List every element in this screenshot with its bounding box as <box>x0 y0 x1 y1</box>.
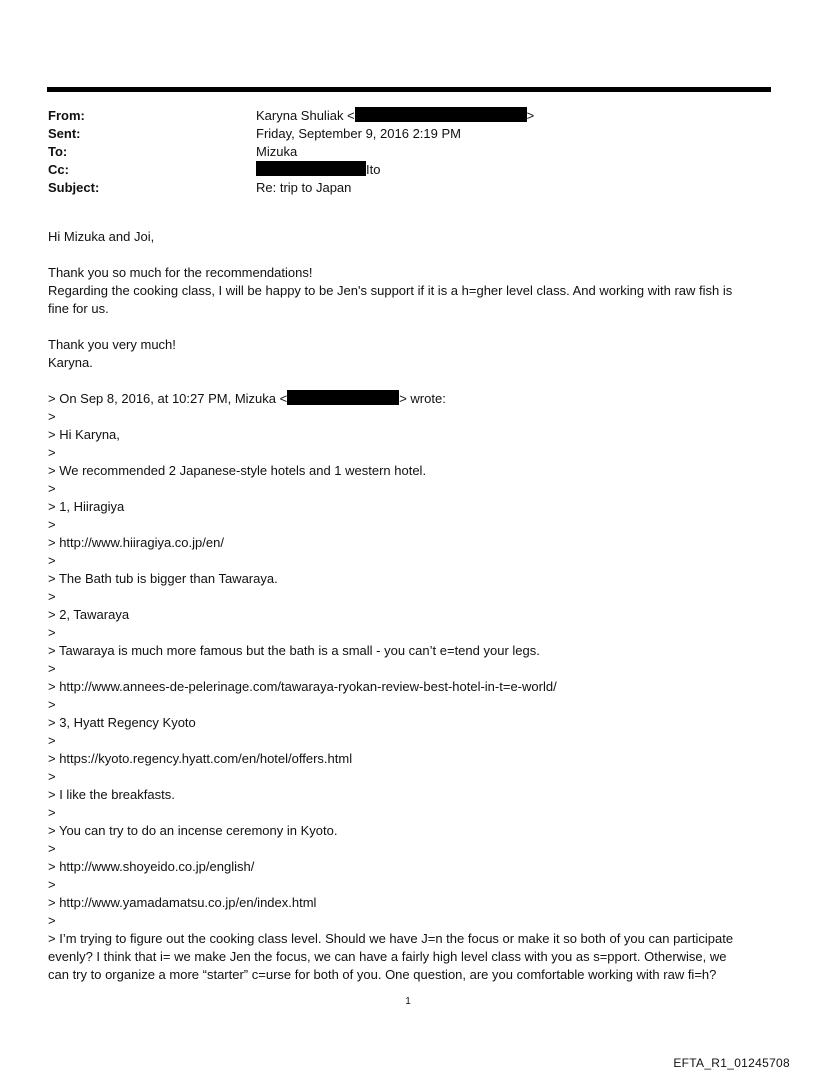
from-suffix: > <box>526 108 535 123</box>
quoted-line: > <box>48 589 56 604</box>
cc-suffix: Ito <box>366 162 381 177</box>
paragraph-line: Regarding the cooking class, I will be happy to be Jen's support if it is a h=gher level class. And working with raw fish is <box>48 283 733 298</box>
quoted-line: > You can try to do an incense ceremony in Kyoto. <box>48 823 338 838</box>
quoted-line: > 1, Hiiragiya <box>48 499 125 514</box>
quoted-line: > <box>48 553 56 568</box>
quote-header <box>48 390 768 408</box>
to-label: To: <box>48 144 68 159</box>
quoted-line: can try to organize a more “starter” c=urse for both of you. One question, are you comfortable working with raw fi=h? <box>48 967 717 982</box>
quoted-line: > Hi Karyna, <box>48 427 120 442</box>
quoted-line: > <box>48 733 56 748</box>
from-label: From: <box>48 108 85 123</box>
quoted-line: > The Bath tub is bigger than Tawaraya. <box>48 571 278 586</box>
blank-line <box>48 318 768 336</box>
quoted-line: > <box>48 661 56 676</box>
from-name: Karyna Shuliak < <box>256 108 355 123</box>
quoted-line: > <box>48 913 56 928</box>
cc-label: Cc: <box>48 162 69 177</box>
quoted-line: > <box>48 877 56 892</box>
from-value <box>256 107 534 125</box>
quote-header-prefix: > On Sep 8, 2016, at 10:27 PM, Mizuka < <box>48 391 288 406</box>
redaction-box <box>355 107 527 122</box>
cc-value <box>256 161 380 179</box>
blank-line <box>48 246 768 264</box>
paragraph-line: fine for us. <box>48 301 109 316</box>
quoted-line: > http://www.shoyeido.co.jp/english/ <box>48 859 255 874</box>
document-id: EFTA_R1_01245708 <box>673 1056 790 1070</box>
quoted-line: > <box>48 841 56 856</box>
quoted-line: evenly? I think that i= we make Jen the focus, we can have a fairly high level class with you as s=pport. Otherwise, we <box>48 949 727 964</box>
email-body <box>48 228 768 984</box>
page-number: 1 <box>405 996 411 1007</box>
quoted-line: > <box>48 409 56 424</box>
quoted-line: > <box>48 481 56 496</box>
quoted-line: > We recommended 2 Japanese-style hotels and 1 western hotel. <box>48 463 427 478</box>
sent-value: Friday, September 9, 2016 2:19 PM <box>256 126 461 141</box>
paragraph-line: Thank you so much for the recommendations! <box>48 265 313 280</box>
header-rule <box>47 87 771 92</box>
quoted-line: > http://www.hiiragiya.co.jp/en/ <box>48 535 224 550</box>
subject-value: Re: trip to Japan <box>256 180 352 195</box>
quoted-line: > <box>48 805 56 820</box>
quoted-line: > http://www.annees-de-pelerinage.com/tawaraya-ryokan-review-best-hotel-in-t=e-world/ <box>48 679 557 694</box>
quoted-line: > I’m trying to figure out the cooking class level. Should we have J=n the focus or make it so both of you can participate <box>48 931 734 946</box>
blank-line <box>48 372 768 390</box>
redaction-box <box>256 161 366 176</box>
greeting: Hi Mizuka and Joi, <box>48 229 155 244</box>
subject-label: Subject: <box>48 180 100 195</box>
quoted-line: > <box>48 697 56 712</box>
quoted-line: > <box>48 769 56 784</box>
redaction-box <box>287 390 399 405</box>
sent-label: Sent: <box>48 126 81 141</box>
quoted-line: > I like the breakfasts. <box>48 787 175 802</box>
thanks-line: Thank you very much! <box>48 337 176 352</box>
quoted-line: > http://www.yamadamatsu.co.jp/en/index.html <box>48 895 317 910</box>
quoted-line: > <box>48 625 56 640</box>
signoff: Karyna. <box>48 355 93 370</box>
quoted-message <box>48 408 768 984</box>
quoted-line: > <box>48 517 56 532</box>
quoted-line: > Tawaraya is much more famous but the bath is a small - you can’t e=tend your legs. <box>48 643 540 658</box>
quoted-line: > 3, Hyatt Regency Kyoto <box>48 715 196 730</box>
quote-header-suffix: > wrote: <box>399 391 446 406</box>
to-value: Mizuka <box>256 144 298 159</box>
quoted-line: > https://kyoto.regency.hyatt.com/en/hotel/offers.html <box>48 751 353 766</box>
quoted-line: > <box>48 445 56 460</box>
quoted-line: > 2, Tawaraya <box>48 607 130 622</box>
